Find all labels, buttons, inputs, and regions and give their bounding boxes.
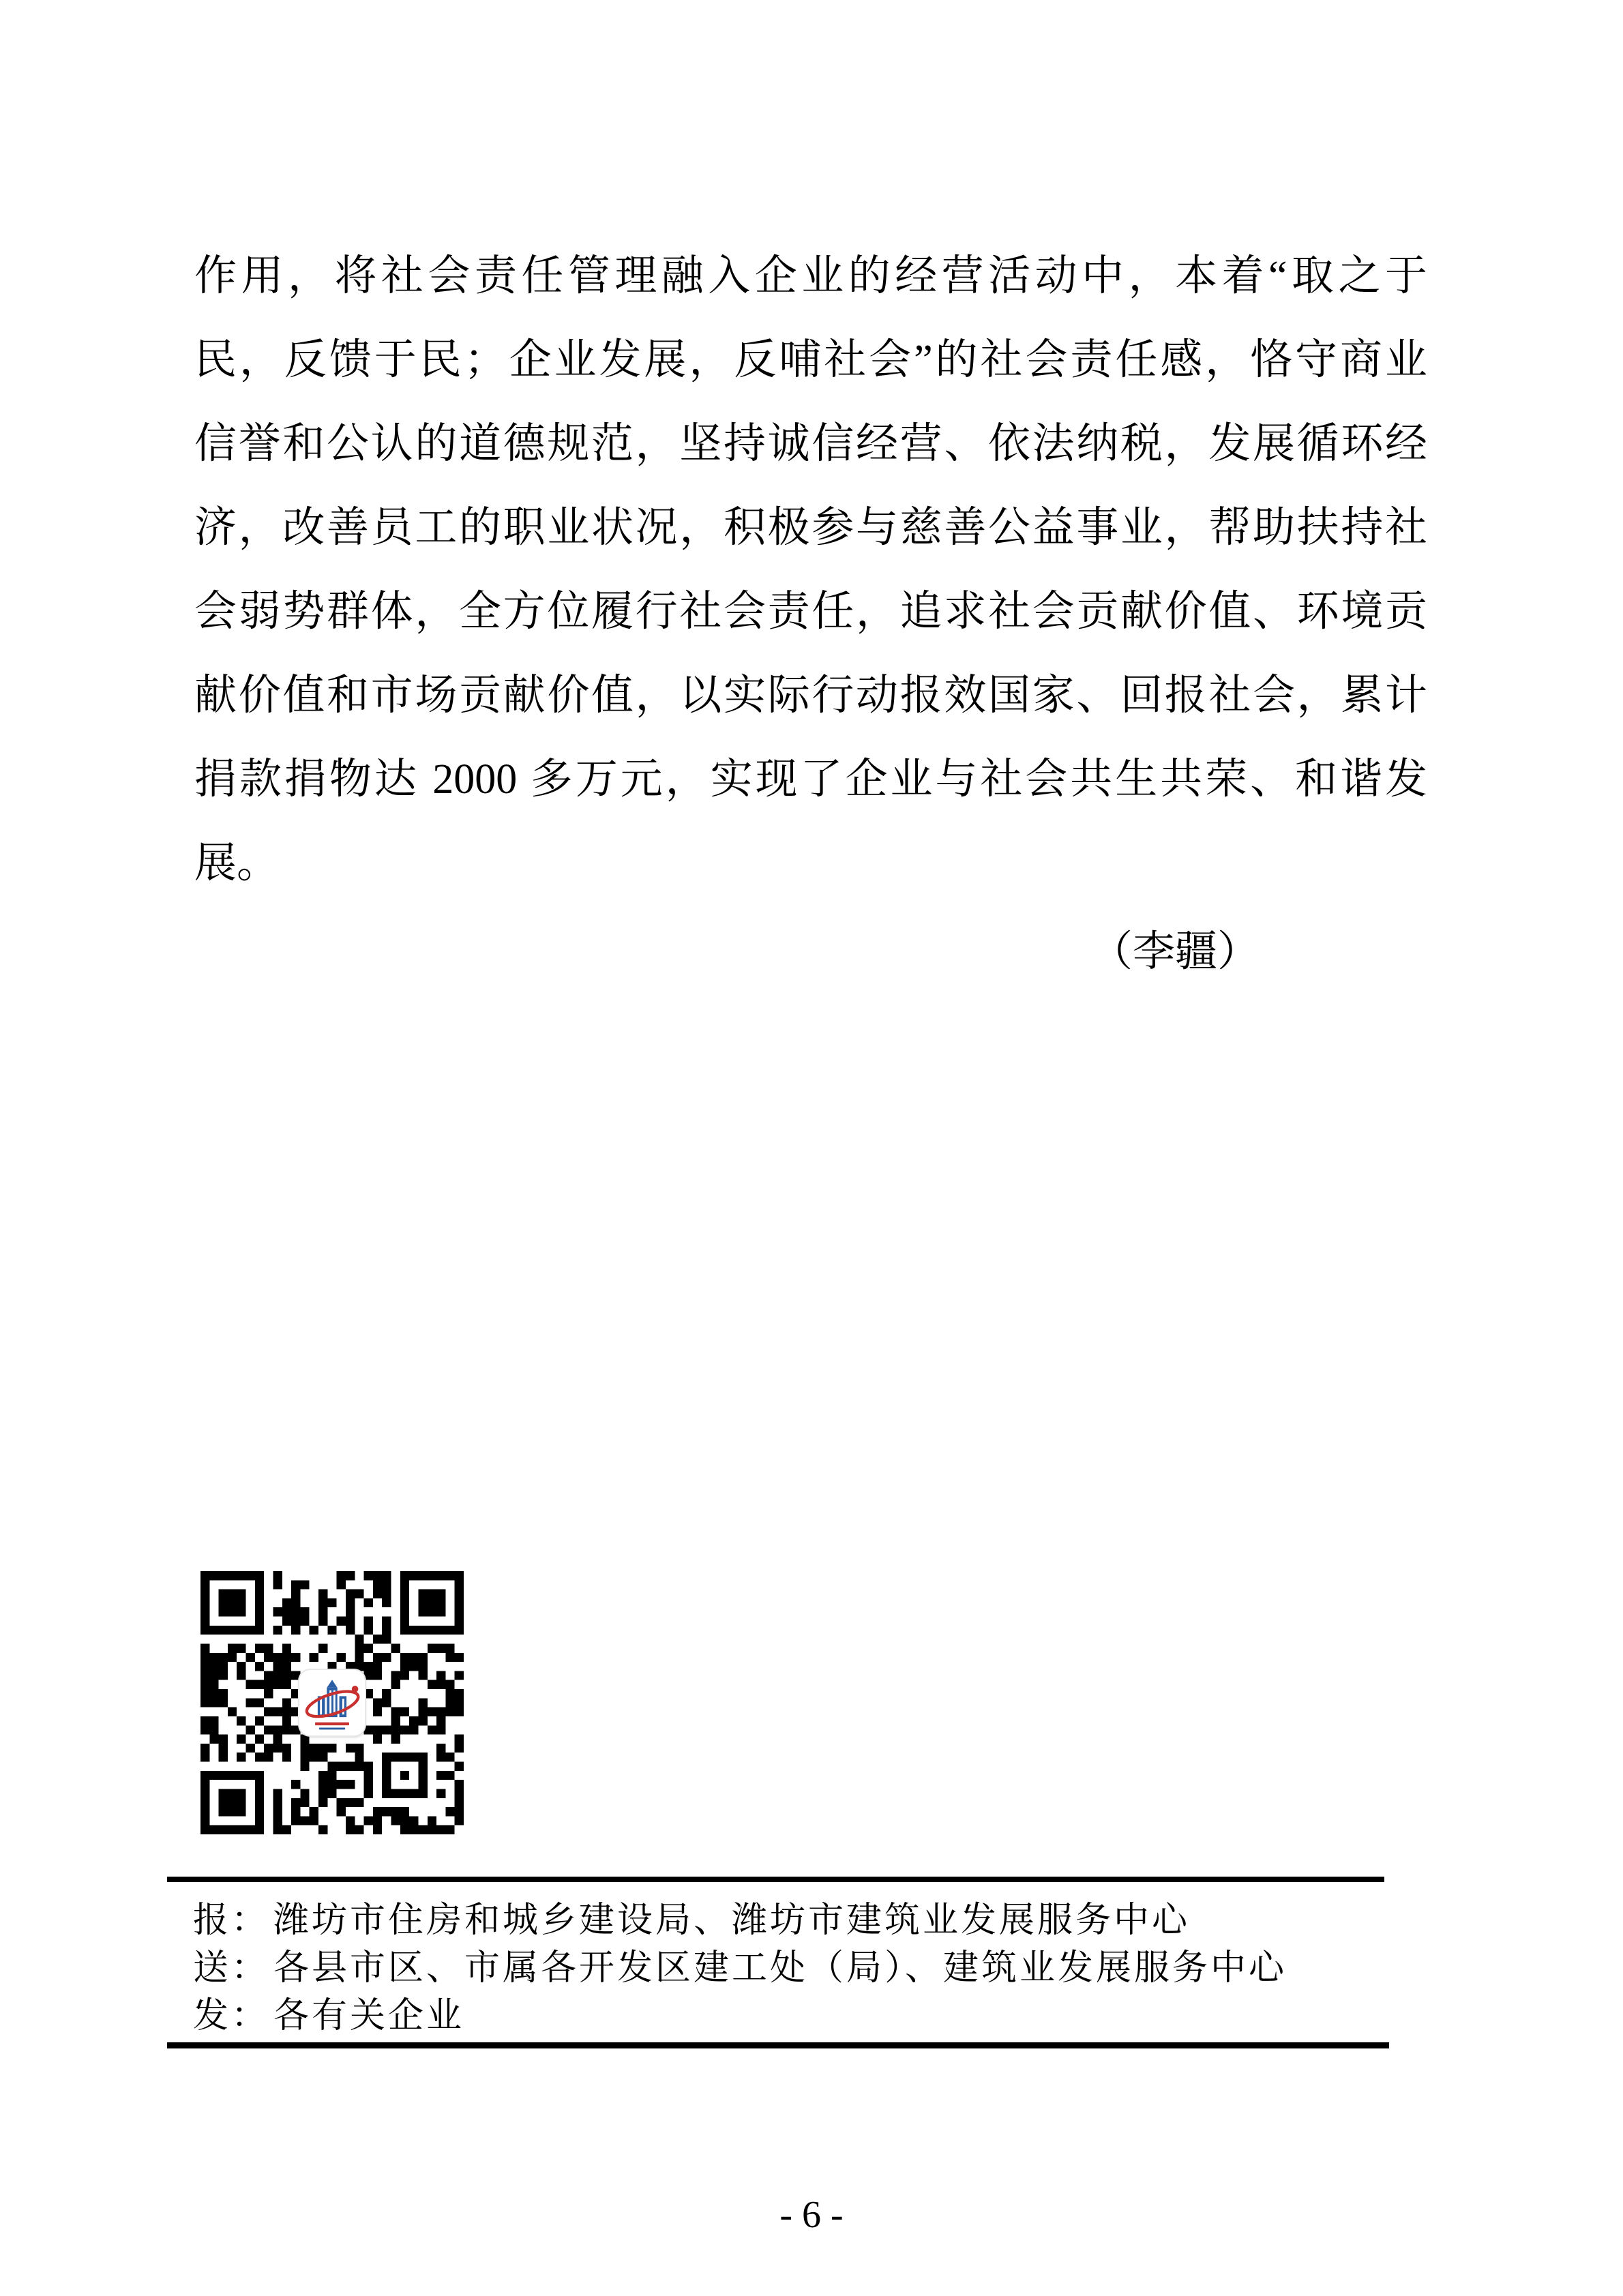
footer-bottom-rule bbox=[167, 2042, 1389, 2048]
body-line: 捐款捐物达 2000 多万元，实现了企业与社会共生共荣、和谐发 bbox=[194, 756, 1427, 803]
body-line: 济，改善员工的职业状况，积极参与慈善公益事业，帮助扶持社 bbox=[194, 505, 1427, 551]
footer-line-report bbox=[193, 1897, 1420, 1945]
footer-line-issue bbox=[193, 1993, 1420, 2040]
footer-line-send bbox=[193, 1945, 1420, 1993]
qr-code bbox=[200, 1571, 464, 1834]
author-signature: （李疆） bbox=[1090, 929, 1260, 975]
footer-top-rule bbox=[167, 1877, 1384, 1882]
body-line: 作用，将社会责任管理融入企业的经营活动中，本着“取之于 bbox=[194, 253, 1427, 299]
body-line: 信誉和公认的道德规范，坚持诚信经营、依法纳税，发展循环经 bbox=[194, 421, 1427, 467]
qr-center-logo bbox=[299, 1670, 365, 1735]
footer-distribution bbox=[193, 1897, 1420, 2040]
page-number: - 6 - bbox=[779, 2194, 844, 2236]
building-logo-icon bbox=[299, 1670, 365, 1735]
footer-send-text: 各县市区、市属各开发区建工处（局）、建筑业发展服务中心 bbox=[273, 1949, 1287, 1988]
footer-issue-label: 发： bbox=[193, 1997, 270, 2036]
footer-report-text: 潍坊市住房和城乡建设局、潍坊市建筑业发展服务中心 bbox=[273, 1901, 1191, 1940]
body-line: 民，反馈于民；企业发展，反哺社会”的社会责任感，恪守商业 bbox=[194, 337, 1427, 383]
footer-report-label: 报： bbox=[193, 1901, 270, 1940]
body-line: 展。 bbox=[194, 840, 280, 886]
body-line: 献价值和市场贡献价值，以实际行动报效国家、回报社会，累计 bbox=[194, 672, 1427, 719]
body-paragraph bbox=[194, 235, 1427, 906]
footer-issue-text: 各有关企业 bbox=[273, 1997, 465, 2036]
body-line: 会弱势群体，全方位履行社会责任，追求社会贡献价值、环境贡 bbox=[194, 588, 1427, 635]
footer-send-label: 送： bbox=[193, 1949, 270, 1988]
